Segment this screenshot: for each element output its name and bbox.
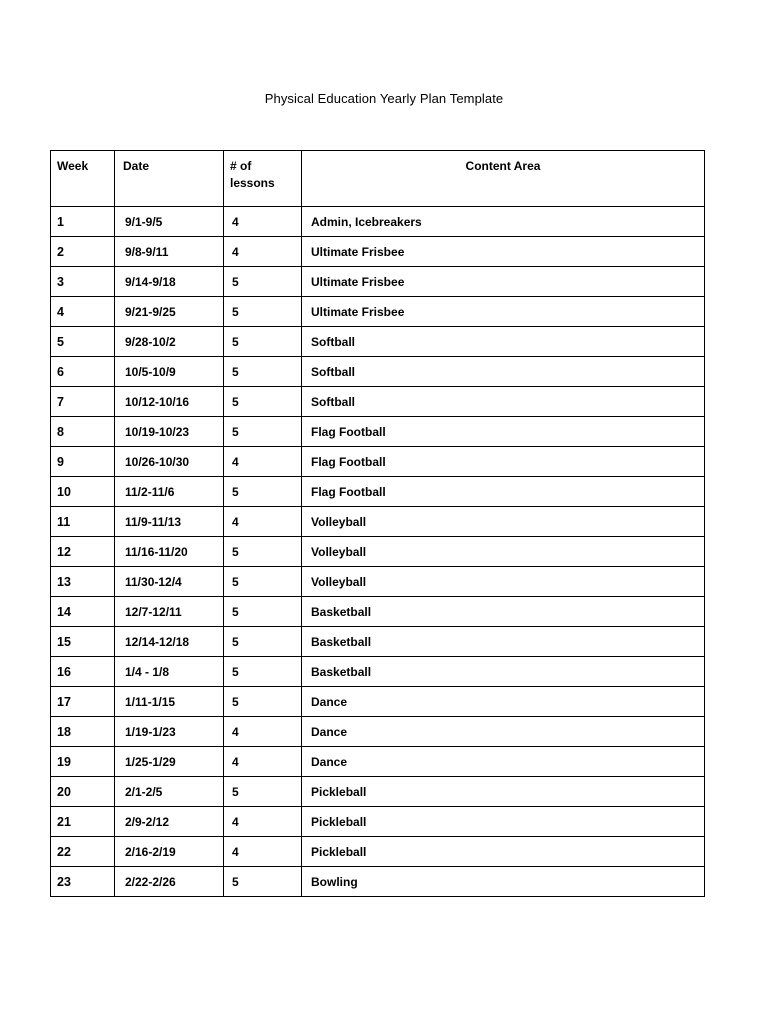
header-lessons-line1: # of — [230, 159, 252, 173]
content-area-cell: Pickleball — [302, 777, 705, 807]
lessons-cell: 5 — [224, 687, 302, 717]
week-cell: 1 — [51, 207, 115, 237]
content-area-cell: Admin, Icebreakers — [302, 207, 705, 237]
week-cell: 14 — [51, 597, 115, 627]
table-row — [51, 687, 705, 717]
table-row — [51, 837, 705, 867]
table-row — [51, 387, 705, 417]
lessons-cell: 4 — [224, 837, 302, 867]
lessons-cell: 5 — [224, 567, 302, 597]
content-area-cell: Volleyball — [302, 507, 705, 537]
week-cell: 23 — [51, 867, 115, 897]
date-cell: 1/19-1/23 — [115, 717, 224, 747]
content-area-cell: Ultimate Frisbee — [302, 267, 705, 297]
header-date: Date — [115, 151, 224, 207]
date-cell: 1/11-1/15 — [115, 687, 224, 717]
week-cell: 11 — [51, 507, 115, 537]
lessons-cell: 4 — [224, 747, 302, 777]
table-row — [51, 447, 705, 477]
date-cell: 9/28-10/2 — [115, 327, 224, 357]
table-row — [51, 507, 705, 537]
header-lessons-line2: lessons — [230, 176, 275, 190]
week-cell: 16 — [51, 657, 115, 687]
header-week: Week — [51, 151, 115, 207]
content-area-cell: Ultimate Frisbee — [302, 237, 705, 267]
week-cell: 6 — [51, 357, 115, 387]
lessons-cell: 4 — [224, 717, 302, 747]
content-area-cell: Flag Football — [302, 447, 705, 477]
week-cell: 20 — [51, 777, 115, 807]
date-cell: 2/1-2/5 — [115, 777, 224, 807]
table-row — [51, 207, 705, 237]
date-cell: 1/4 - 1/8 — [115, 657, 224, 687]
table-row — [51, 327, 705, 357]
header-lessons — [224, 151, 302, 207]
date-cell: 9/21-9/25 — [115, 297, 224, 327]
lessons-cell: 5 — [224, 477, 302, 507]
week-cell: 13 — [51, 567, 115, 597]
lessons-cell: 4 — [224, 237, 302, 267]
date-cell: 2/22-2/26 — [115, 867, 224, 897]
date-cell: 9/1-9/5 — [115, 207, 224, 237]
lessons-cell: 5 — [224, 387, 302, 417]
table-row — [51, 237, 705, 267]
content-area-cell: Volleyball — [302, 537, 705, 567]
date-cell: 10/19-10/23 — [115, 417, 224, 447]
week-cell: 22 — [51, 837, 115, 867]
date-cell: 11/30-12/4 — [115, 567, 224, 597]
content-area-cell: Pickleball — [302, 837, 705, 867]
lessons-cell: 4 — [224, 447, 302, 477]
week-cell: 15 — [51, 627, 115, 657]
date-cell: 9/8-9/11 — [115, 237, 224, 267]
table-row — [51, 567, 705, 597]
date-cell: 2/9-2/12 — [115, 807, 224, 837]
week-cell: 19 — [51, 747, 115, 777]
content-area-cell: Softball — [302, 357, 705, 387]
table-row — [51, 867, 705, 897]
lessons-cell: 5 — [224, 327, 302, 357]
content-area-cell: Pickleball — [302, 807, 705, 837]
week-cell: 9 — [51, 447, 115, 477]
content-area-cell: Basketball — [302, 597, 705, 627]
date-cell: 12/14-12/18 — [115, 627, 224, 657]
week-cell: 21 — [51, 807, 115, 837]
lessons-cell: 5 — [224, 537, 302, 567]
lessons-cell: 4 — [224, 207, 302, 237]
date-cell: 11/9-11/13 — [115, 507, 224, 537]
date-cell: 2/16-2/19 — [115, 837, 224, 867]
table-row — [51, 717, 705, 747]
lessons-cell: 5 — [224, 297, 302, 327]
date-cell: 10/5-10/9 — [115, 357, 224, 387]
date-cell: 11/16-11/20 — [115, 537, 224, 567]
week-cell: 8 — [51, 417, 115, 447]
content-area-cell: Dance — [302, 747, 705, 777]
week-cell: 18 — [51, 717, 115, 747]
date-cell: 1/25-1/29 — [115, 747, 224, 777]
table-row — [51, 417, 705, 447]
lessons-cell: 5 — [224, 417, 302, 447]
week-cell: 2 — [51, 237, 115, 267]
week-cell: 5 — [51, 327, 115, 357]
date-cell: 10/26-10/30 — [115, 447, 224, 477]
lessons-cell: 5 — [224, 267, 302, 297]
week-cell: 17 — [51, 687, 115, 717]
lessons-cell: 4 — [224, 807, 302, 837]
table-row — [51, 267, 705, 297]
header-content-area: Content Area — [302, 151, 705, 207]
lessons-cell: 5 — [224, 597, 302, 627]
date-cell: 12/7-12/11 — [115, 597, 224, 627]
content-area-cell: Bowling — [302, 867, 705, 897]
content-area-cell: Flag Football — [302, 477, 705, 507]
table-row — [51, 597, 705, 627]
content-area-cell: Softball — [302, 327, 705, 357]
lessons-cell: 4 — [224, 507, 302, 537]
table-row — [51, 537, 705, 567]
content-area-cell: Volleyball — [302, 567, 705, 597]
content-area-cell: Flag Football — [302, 417, 705, 447]
content-area-cell: Dance — [302, 717, 705, 747]
week-cell: 12 — [51, 537, 115, 567]
table-row — [51, 297, 705, 327]
week-cell: 7 — [51, 387, 115, 417]
table-body — [51, 207, 705, 897]
yearly-plan-table — [50, 150, 705, 897]
content-area-cell: Basketball — [302, 657, 705, 687]
lessons-cell: 5 — [224, 777, 302, 807]
week-cell: 10 — [51, 477, 115, 507]
table-row — [51, 807, 705, 837]
table-header-row — [51, 151, 705, 207]
page-title: Physical Education Yearly Plan Template — [264, 91, 504, 106]
content-area-cell: Dance — [302, 687, 705, 717]
date-cell: 10/12-10/16 — [115, 387, 224, 417]
table-row — [51, 357, 705, 387]
table-row — [51, 477, 705, 507]
table-row — [51, 777, 705, 807]
lessons-cell: 5 — [224, 357, 302, 387]
table-row — [51, 747, 705, 777]
lessons-cell: 5 — [224, 657, 302, 687]
date-cell: 11/2-11/6 — [115, 477, 224, 507]
week-cell: 3 — [51, 267, 115, 297]
content-area-cell: Basketball — [302, 627, 705, 657]
content-area-cell: Ultimate Frisbee — [302, 297, 705, 327]
table-row — [51, 627, 705, 657]
table-row — [51, 657, 705, 687]
week-cell: 4 — [51, 297, 115, 327]
date-cell: 9/14-9/18 — [115, 267, 224, 297]
content-area-cell: Softball — [302, 387, 705, 417]
lessons-cell: 5 — [224, 867, 302, 897]
lessons-cell: 5 — [224, 627, 302, 657]
